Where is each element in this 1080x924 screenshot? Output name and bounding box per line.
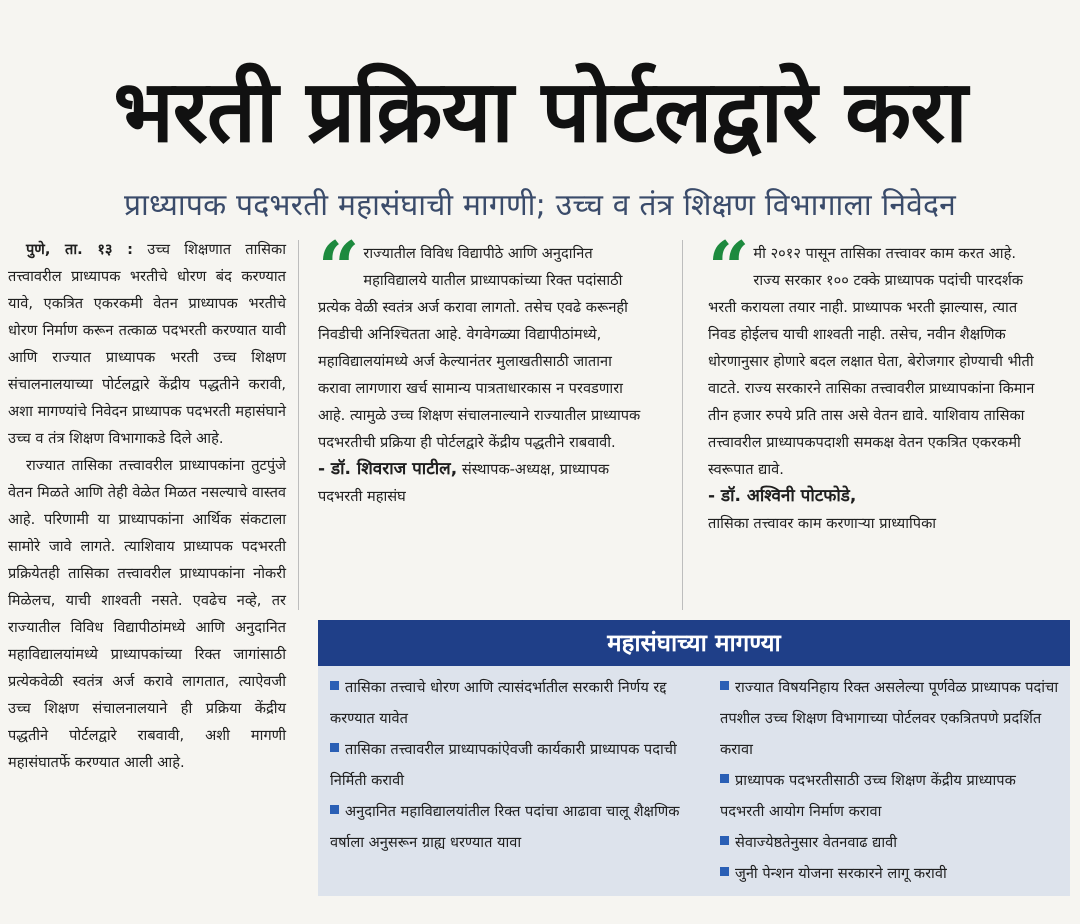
- quote-2-designation: तासिका तत्त्वावर काम करणाऱ्या प्राध्यापिका: [708, 515, 937, 532]
- quote-block-1: [318, 225, 648, 600]
- demand-item: तासिका तत्त्वावरील प्राध्यापकांऐवजी कार्यकारी प्राध्यापक पदाची निर्मिती करावी: [330, 741, 677, 789]
- demand-item: सेवाज्येष्ठतेनुसार वेतनवाढ द्यावी: [720, 827, 1060, 858]
- bullet-icon: [720, 774, 729, 783]
- bullet-icon: [720, 867, 729, 876]
- quote-1-attribution: [318, 456, 648, 510]
- demands-title: महासंघाच्या मागण्या: [318, 620, 1070, 666]
- demand-item: तासिका तत्त्वाचे धोरण आणि त्यासंदर्भातील सरकारी निर्णय रद्द करण्यात यावेत: [330, 679, 667, 727]
- demands-box: [318, 620, 1070, 896]
- dateline: पुणे, ता. १३ :: [26, 241, 134, 258]
- main-article: [8, 236, 286, 916]
- subheadline: प्राध्यापक पदभरती महासंघाची मागणी; उच्च व तंत्र शिक्षण विभागाला निवेदन: [123, 188, 957, 223]
- column-divider-2: [682, 240, 683, 610]
- demand-item: राज्यात विषयनिहाय रिक्त असलेल्या पूर्णवेळ प्राध्यापक पदांचा तपशील उच्च शिक्षण विभागाच्या पोर्टलवर एकत्रितपणे प्रदर्शित करावा: [720, 679, 1059, 758]
- bullet-icon: [330, 805, 339, 814]
- bullet-icon: [720, 681, 729, 690]
- article-paragraph-2: राज्यात तासिका तत्त्वावरील प्राध्यापकांना तुटपुंजे वेतन मिळते आणि तेही वेळेत मिळत नसल्याचे वास्तव आहे. परिणामी या प्राध्यापकांना आर्थिक संकटाला सामोरे जावे लागते. त्याशिवाय प्राध्यापक पदभरती प्रक्रियेतही तासिका तत्त्वावरील प्राध्यापकांना नोकरी मिळेलच, याची शाश्वती नसते. एवढेच नव्हे, तर राज्यातील विविध विद्यापीठांमध्ये आणि अनुदानित महाविद्यालयांमध्ये प्राध्यापकांच्या रिक्त जागांसाठी प्रत्येकवेळी स्वतंत्र अर्ज करावे लागतात, त्याऐवजी उच्च शिक्षण संचालनालयाने ही प्रक्रिया केंद्रीय पद्धतीने पोर्टलद्वारे राबवावी, अशी मागणी महासंघातर्फे करण्यात आली आहे.: [8, 457, 286, 771]
- quote-block-2: [708, 225, 1038, 600]
- quote-1-designation: संस्थापक-अध्यक्ष, प्राध्यापक पदभरती महासंघ: [318, 461, 610, 505]
- article-paragraph-1: [8, 236, 286, 452]
- demands-right-column: [720, 672, 1060, 889]
- column-divider-1: [298, 240, 299, 610]
- quote-1-text: राज्यातील विविध विद्यापीठे आणि अनुदानित महाविद्यालये यातील प्राध्यापकांच्या रिक्त पदांसाठी प्रत्येक वेळी स्वतंत्र अर्ज करावा लागतो. तसेच एवढे करूनही निवडीची अनिश्चितता आहे. वेगवेगळ्या विद्यापीठांमध्ये, महाविद्यालयांमध्ये अर्ज केल्यानंतर मुलाखतीसाठी जाताना करावा लागणारा खर्च सामान्य पात्रताधारकास न परवडणारा आहे. त्यामुळे उच्च शिक्षण संचालनाल्याने राज्यातील प्राध्यापक पदभरतीची प्रक्रिया ही पोर्टलद्वारे केंद्रीय पद्धतीने राबवावी.: [318, 245, 641, 451]
- quote-mark-icon: “: [708, 225, 744, 310]
- demands-left-column: [330, 672, 690, 858]
- demand-item: अनुदानित महाविद्यालयांतील रिक्त पदांचा आढावा चालू शैक्षणिक वर्षाला अनुसरून ग्राह्य धरण्यात यावा: [330, 803, 680, 851]
- quote-2-author: - डॉ. अश्विनी पोटफोडे,: [708, 486, 857, 506]
- article-paragraph-1-text: उच्च शिक्षणात तासिका तत्त्वावरील प्राध्यापक भरतीचे धोरण बंद करण्यात यावे, एकत्रित एकरकमी वेतन प्राध्यापक भरतीचे धोरण निर्माण करून तत्काळ पदभरती करण्यात यावी आणि राज्यात प्राध्यापक भरती उच्च शिक्षण संचालनालयाच्या पोर्टलद्वारे केंद्रीय पद्धतीने करावी, अशा मागण्यांचे निवेदन प्राध्यापक पदभरती महासंघाने उच्च व तंत्र शिक्षण विभागाकडे दिले आहे.: [8, 241, 286, 447]
- quote-mark-icon: “: [318, 225, 354, 310]
- demand-item: जुनी पेन्शन योजना सरकारने लागू करावी: [720, 858, 1060, 889]
- quote-1-author: - डॉ. शिवराज पाटील,: [318, 459, 458, 479]
- demand-item: प्राध्यापक पदभरतीसाठी उच्च शिक्षण केंद्रीय प्राध्यापक पदभरती आयोग निर्माण करावा: [720, 772, 1016, 820]
- quote-2-text: मी २०१२ पासून तासिका तत्त्वावर काम करत आहे. राज्य सरकार १०० टक्के प्राध्यापक पदांची पारदर्शक भरती करायला तयार नाही. प्राध्यापक भरती झाल्यास, त्यात निवड होईलच याची शाश्वती नाही. तसेच, नवीन शैक्षणिक धोरणानुसार होणारे बदल लक्षात घेता, बेरोजगार होण्याची भीती वाटते. राज्य सरकारने तासिका तत्त्वावरील प्राध्यापकांना किमान तीन हजार रुपये प्रति तास असे वेतन द्यावे. याशिवाय तासिका तत्त्वावरील प्राध्यापकपदाशी समकक्ष वेतन एकत्रित एकरकमी स्वरूपात द्यावे.: [708, 245, 1035, 478]
- bullet-icon: [330, 681, 339, 690]
- bullet-icon: [720, 836, 729, 845]
- bullet-icon: [330, 743, 339, 752]
- headline: भरती प्रक्रिया पोर्टलद्वारे करा: [113, 62, 967, 162]
